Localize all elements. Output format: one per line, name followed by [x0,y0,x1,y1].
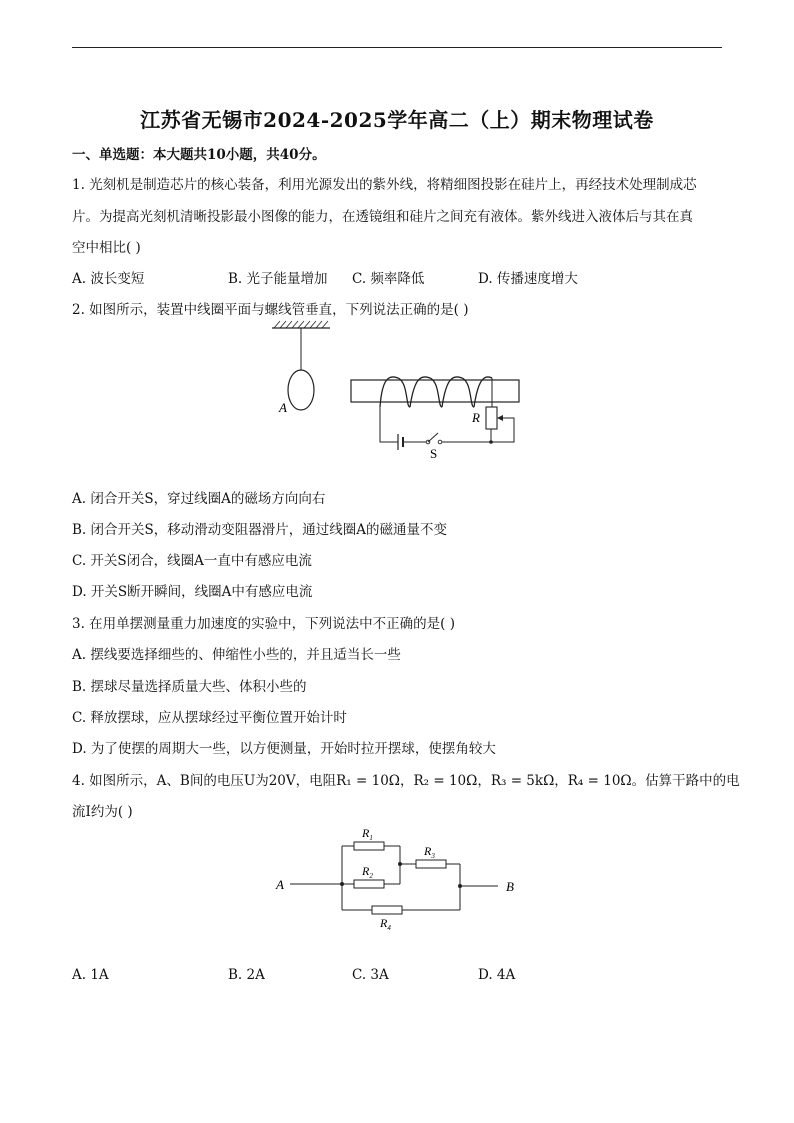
q2-option-a: A. 闭合开关S，穿过线圈A的磁场方向向右 [72,491,326,507]
coil-a [288,370,314,410]
resistor-r2 [354,880,384,888]
svg-text:R3: $R_3$ [424,844,435,860]
q4-stem-line2: 流I约为( ) [72,804,133,820]
q1-option-c: C. 频率降低 [352,271,425,287]
q1-option-d: D. 传播速度增大 [478,271,578,287]
q4-option-b: B. 2A [228,967,265,983]
q2-stem: 2. 如图所示，装置中线圈平面与螺线管垂直，下列说法正确的是( ) [72,302,469,318]
q4-stem-line1: 4. 如图所示，A、B间的电压U为20V，电阻R₁ = 10Ω，R₂ = 10Ω，R₃ = 5kΩ，R₄ = 10Ω。估算干路中的电 [72,773,740,789]
rheostat [486,407,497,429]
q2-option-c: C. 开关S闭合，线圈A一直中有感应电流 [72,553,312,569]
q1-stem-line3: 空中相比( ) [72,240,141,256]
q3-option-d: D. 为了使摆的周期大一些，以方便测量，开始时拉开摆球，使摆角较大 [72,741,496,757]
terminal-b-label: B [506,879,514,894]
rheostat-label: R [472,410,480,425]
q3-option-c: C. 释放摆球，应从摆球经过平衡位置开始计时 [72,710,347,726]
q2-option-d: D. 开关S断开瞬间，线圈A中有感应电流 [72,584,313,600]
q2-option-b: B. 闭合开关S，移动滑动变阻器滑片，通过线圈A的磁通量不变 [72,522,447,538]
resistor-r1 [354,842,384,850]
q3-option-b: B. 摆球尽量选择质量大些、体积小些的 [72,679,307,695]
q4-option-d: D. 4A [478,967,516,983]
q4-option-c: C. 3A [352,967,389,983]
coil-a-label: A [279,400,287,415]
resistor-r3 [416,860,446,868]
q1-stem-line2: 片。为提高光刻机清晰投影最小图像的能力，在透镜组和硅片之间充有液体。紫外线进入液体后与其在真 [72,209,693,225]
q3-stem: 3. 在用单摆测量重力加速度的实验中，下列说法中不正确的是( ) [72,616,455,632]
section-heading: 一、单选题：本大题共10小题，共40分。 [72,147,326,163]
q1-stem-line1: 1. 光刻机是制造芯片的核心装备，利用光源发出的紫外线，将精细图投影在硅片上，再经技术处理制成芯 [72,177,697,193]
q1-option-a: A. 波长变短 [72,271,145,287]
q2-solenoid-figure [270,320,530,460]
svg-text:R4: $R_4$ [380,916,391,932]
resistor-r4 [372,906,402,914]
q4-option-a: A. 1A [72,967,109,983]
svg-text:R2: $R_2$ [362,864,373,880]
header-rule [72,47,722,48]
q4-circuit-figure [270,822,530,937]
terminal-a-label: A [276,877,284,892]
page-title: 江苏省无锡市2024-2025学年高二（上）期末物理试卷 [140,108,654,132]
switch-label: S [430,446,438,461]
q3-option-a: A. 摆线要选择细些的、伸缩性小些的，并且适当长一些 [72,647,401,663]
q1-option-b: B. 光子能量增加 [228,271,328,287]
svg-text:R1: $R_1$ [362,826,373,842]
